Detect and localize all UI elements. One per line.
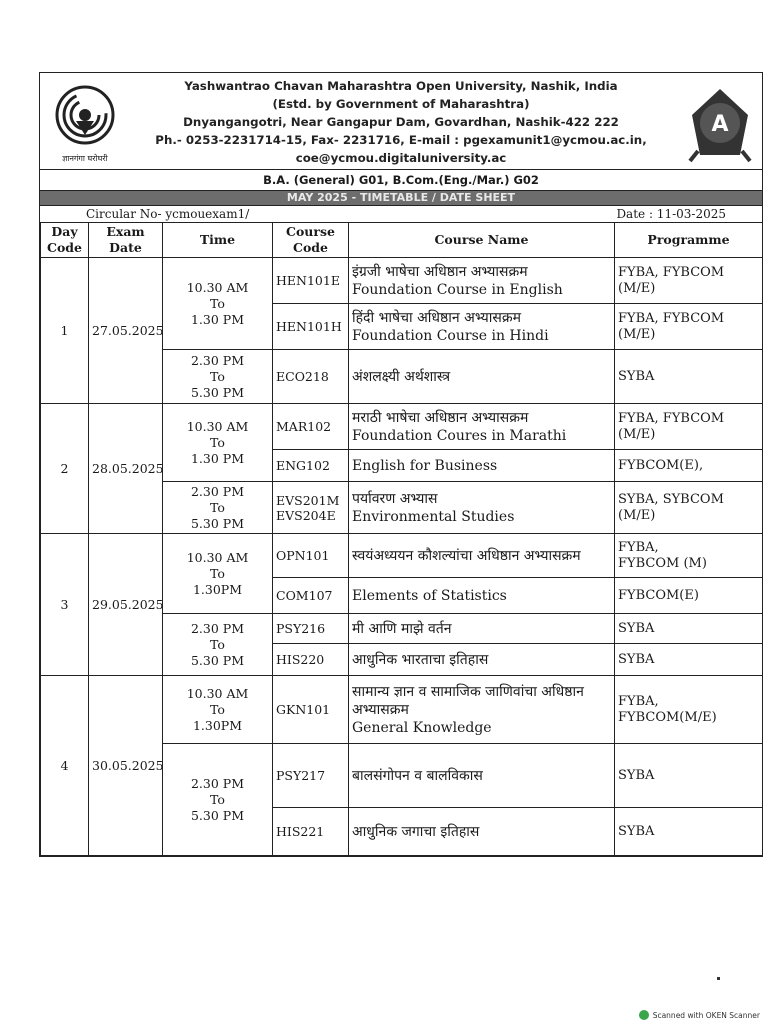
course-name-cell: आधुनिक जगाचा इतिहास <box>349 808 615 856</box>
time-cell: 10.30 AM To 1.30PM <box>163 534 273 614</box>
circular-line <box>40 206 762 222</box>
table-row <box>41 404 763 450</box>
course-name-cell: मराठी भाषेचा अधिष्ठान अभ्यासक्रम Foundation Coures in Marathi <box>349 404 615 450</box>
programme-cell: SYBA <box>615 808 763 856</box>
programme-cell: SYBA <box>615 614 763 644</box>
programme-cell: FYBA, FYBCOM (M) <box>615 534 763 578</box>
day-code-cell: 1 <box>41 258 89 404</box>
programme-cell: FYBA, FYBCOM(M/E) <box>615 676 763 744</box>
naac-grade-badge-icon <box>688 85 752 163</box>
course-code-cell: HIS221 <box>273 808 349 856</box>
time-cell: 2.30 PM To 5.30 PM <box>163 350 273 404</box>
course-code-cell: HEN101H <box>273 304 349 350</box>
table-row <box>41 676 763 744</box>
university-logo <box>50 81 120 165</box>
programme-cell: FYBCOM(E), <box>615 450 763 482</box>
course-name-cell: इंग्रजी भाषेचा अधिष्ठान अभ्यासक्रम Foundation Course in English <box>349 258 615 304</box>
course-name-cell: हिंदी भाषेचा अधिष्ठान अभ्यासक्रम Foundation Course in Hindi <box>349 304 615 350</box>
exam-date-cell: 28.05.2025 <box>89 404 163 534</box>
col-course-code: Course Code <box>273 223 349 258</box>
course-code-cell: EVS201M EVS204E <box>273 482 349 534</box>
course-code-cell: GKN101 <box>273 676 349 744</box>
time-cell: 2.30 PM To 5.30 PM <box>163 614 273 676</box>
programme-cell: SYBA <box>615 644 763 676</box>
logo-caption: ज्ञानगंगा घरोघरी <box>62 154 108 163</box>
scanner-logo-icon <box>639 1010 649 1020</box>
contact-line: Ph.- 0253-2231714-15, Fax- 2231716, E-mail : pgexamunit1@ycmou.ac.in, <box>155 133 647 147</box>
course-name-cell: मी आणि माझे वर्तन <box>349 614 615 644</box>
header-text <box>135 77 667 167</box>
col-programme: Programme <box>615 223 763 258</box>
course-name-cell: अंशलक्ष्यी अर्थशास्त्र <box>349 350 615 404</box>
programme-subtitle: B.A. (General) G01, B.Com.(Eng./Mar.) G02 <box>40 170 762 191</box>
table-row <box>41 534 763 578</box>
time-cell: 10.30 AM To 1.30PM <box>163 676 273 744</box>
course-code-cell: ECO218 <box>273 350 349 404</box>
programme-cell: FYBA, FYBCOM (M/E) <box>615 258 763 304</box>
exam-date-cell: 30.05.2025 <box>89 676 163 856</box>
course-code-cell: HIS220 <box>273 644 349 676</box>
course-name-cell: English for Business <box>349 450 615 482</box>
exam-date-cell: 29.05.2025 <box>89 534 163 676</box>
exam-date-cell: 27.05.2025 <box>89 258 163 404</box>
university-header <box>40 73 762 170</box>
course-name-cell: बालसंगोपन व बालविकास <box>349 744 615 808</box>
email-line: coe@ycmou.digitaluniversity.ac <box>295 151 507 165</box>
course-name-cell: स्वयंअध्ययन कौशल्यांचा अधिष्ठान अभ्यासक्रम <box>349 534 615 578</box>
timetable-banner: MAY 2025 - TIMETABLE / DATE SHEET <box>40 191 762 206</box>
course-code-cell: COM107 <box>273 578 349 614</box>
establishment-note: (Estd. by Government of Maharashtra) <box>272 97 530 111</box>
day-code-cell: 2 <box>41 404 89 534</box>
timetable <box>40 222 763 856</box>
col-exam-date: Exam Date <box>89 223 163 258</box>
course-code-cell: PSY217 <box>273 744 349 808</box>
col-day-code: Day Code <box>41 223 89 258</box>
col-time: Time <box>163 223 273 258</box>
programme-cell: SYBA <box>615 744 763 808</box>
circular-number: Circular No- ycmouexam1/ <box>86 207 250 221</box>
table-header-row <box>41 223 763 258</box>
programme-cell: FYBCOM(E) <box>615 578 763 614</box>
programme-cell: FYBA, FYBCOM (M/E) <box>615 404 763 450</box>
course-code-cell: PSY216 <box>273 614 349 644</box>
scan-speck <box>717 977 720 980</box>
programme-cell: SYBA, SYBCOM (M/E) <box>615 482 763 534</box>
programme-cell: SYBA <box>615 350 763 404</box>
scanner-text: Scanned with OKEN Scanner <box>652 1010 760 1020</box>
day-code-cell: 3 <box>41 534 89 676</box>
course-code-cell: MAR102 <box>273 404 349 450</box>
col-course-name: Course Name <box>349 223 615 258</box>
course-name-cell: पर्यावरण अभ्यास Environmental Studies <box>349 482 615 534</box>
scanner-watermark <box>639 1010 760 1020</box>
course-code-cell: OPN101 <box>273 534 349 578</box>
day-code-cell: 4 <box>41 676 89 856</box>
table-row <box>41 258 763 304</box>
address-line: Dnyangangotri, Near Gangapur Dam, Govardhan, Nashik-422 222 <box>183 115 619 129</box>
time-cell: 2.30 PM To 5.30 PM <box>163 482 273 534</box>
course-name-cell: Elements of Statistics <box>349 578 615 614</box>
programme-cell: FYBA, FYBCOM (M/E) <box>615 304 763 350</box>
circular-date: Date : 11-03-2025 <box>616 207 726 221</box>
course-name-cell: आधुनिक भारताचा इतिहास <box>349 644 615 676</box>
course-code-cell: HEN101E <box>273 258 349 304</box>
time-cell: 2.30 PM To 5.30 PM <box>163 744 273 856</box>
time-cell: 10.30 AM To 1.30 PM <box>163 404 273 482</box>
university-name: Yashwantrao Chavan Maharashtra Open University, Nashik, India <box>184 79 618 93</box>
time-cell: 10.30 AM To 1.30 PM <box>163 258 273 350</box>
course-name-cell: सामान्य ज्ञान व सामाजिक जाणिवांचा अधिष्ठान अभ्यासक्रम General Knowledge <box>349 676 615 744</box>
timetable-sheet <box>39 72 763 857</box>
course-code-cell: ENG102 <box>273 450 349 482</box>
badge-letter: A <box>711 112 729 137</box>
